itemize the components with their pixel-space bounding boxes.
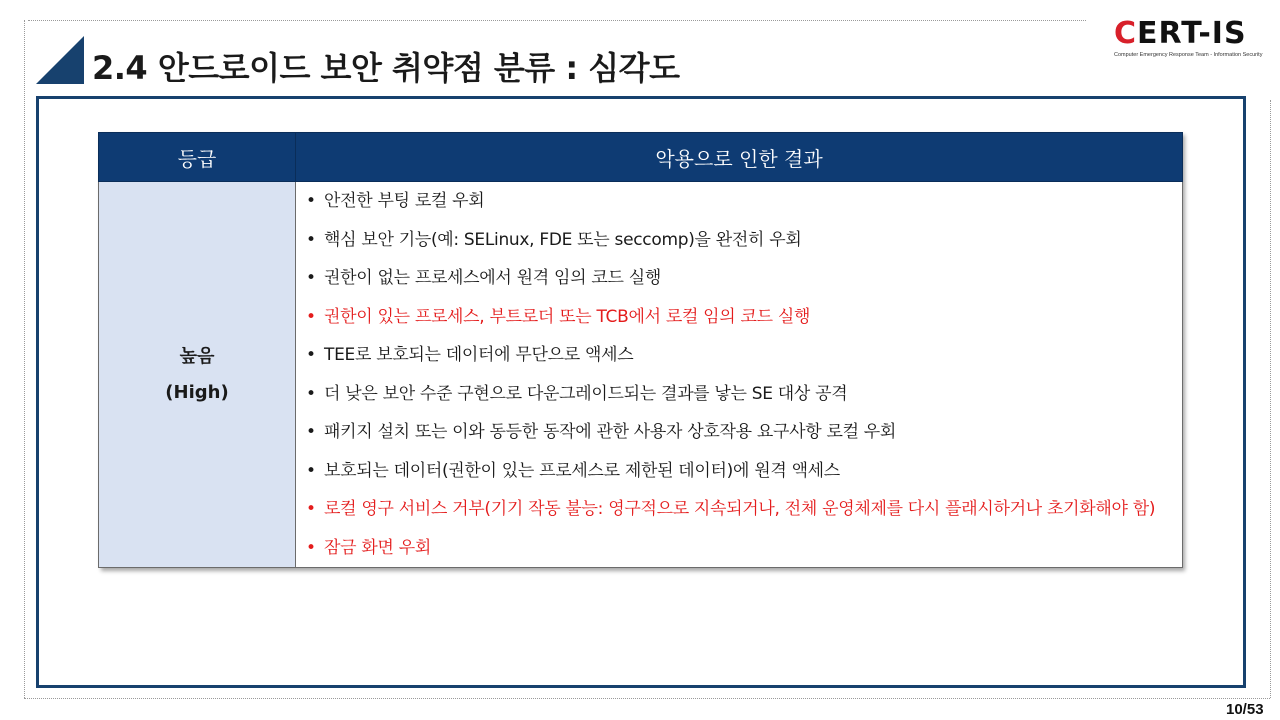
list-item: • 잠금 화면 우회 [306, 529, 1182, 568]
dotted-border-bottom [24, 698, 1270, 699]
logo-letters-rest: ERT-IS [1137, 16, 1247, 51]
table-header-row [99, 133, 1183, 182]
header-result: 악용으로 인한 결과 [296, 133, 1183, 182]
logo-subtitle: Computer Emergency Response Team - Information Security [1114, 52, 1263, 58]
table-row [99, 182, 1183, 568]
list-item: • 패키지 설치 또는 이와 동등한 동작에 관한 사용자 상호작용 요구사항 로컬 우회 [306, 413, 1182, 452]
page-number: 10/53 [1226, 701, 1264, 718]
grade-label-en: (High) [165, 381, 229, 403]
list-item: • TEE로 보호되는 데이터에 무단으로 액세스 [306, 336, 1182, 375]
list-item: • 권한이 있는 프로세스, 부트로더 또는 TCB에서 로컬 임의 코드 실행 [306, 298, 1182, 337]
list-item: • 권한이 없는 프로세스에서 원격 임의 코드 실행 [306, 259, 1182, 298]
cert-is-logo [1114, 16, 1262, 59]
dotted-border-right [1270, 100, 1271, 698]
result-cell [296, 182, 1183, 568]
severity-table-container [98, 132, 1182, 568]
grade-label: 높음 [179, 345, 215, 367]
header-grade: 등급 [99, 133, 296, 182]
list-item: • 로컬 영구 서비스 거부(기기 작동 불능: 영구적으로 지속되거나, 전체 운영체제를 다시 플래시하거나 초기화해야 함) [306, 490, 1182, 529]
grade-cell [99, 182, 296, 568]
dotted-border-left [24, 20, 25, 698]
logo-letter-c: C [1114, 16, 1138, 51]
dotted-border-top [28, 20, 1086, 21]
result-list [296, 182, 1182, 567]
severity-table [98, 132, 1183, 568]
slide-title: 2.4 안드로이드 보안 취약점 분류 : 심각도 [92, 49, 680, 87]
title-triangle-icon [36, 36, 84, 84]
list-item: • 보호되는 데이터(권한이 있는 프로세스로 제한된 데이터)에 원격 액세스 [306, 452, 1182, 491]
list-item: • 더 낮은 보안 수준 구현으로 다운그레이드되는 결과를 낳는 SE 대상 공격 [306, 375, 1182, 414]
list-item: • 핵심 보안 기능(예: SELinux, FDE 또는 seccomp)을 완전히 우회 [306, 221, 1182, 260]
logo-wordmark [1114, 16, 1262, 52]
list-item: • 안전한 부팅 로컬 우회 [306, 182, 1182, 221]
